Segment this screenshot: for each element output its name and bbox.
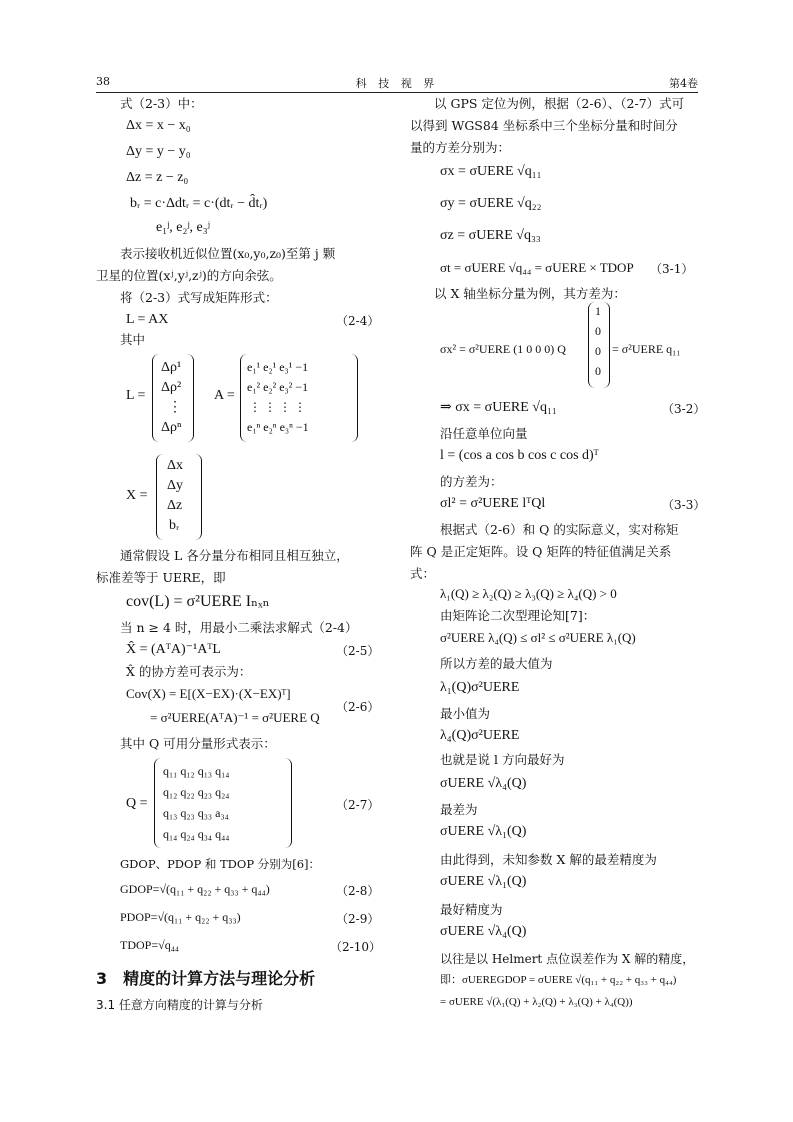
text-line: 以往是以 Helmert 点位误差作为 X 解的精度， — [440, 952, 695, 966]
equation-2-4: L = AX — [126, 312, 169, 327]
matrix-label-X: X = — [126, 488, 148, 503]
text-line: 其中 — [120, 332, 146, 347]
equation-2-6a: Cov(X) = E[(X−EX)·(X−EX)ᵀ] — [126, 686, 291, 701]
text-line: X̂ 的协方差可表示为： — [126, 664, 252, 679]
text-line: 其中 Q 可用分量形式表示： — [120, 736, 276, 751]
text-line: 以得到 WGS84 坐标系中三个坐标分量和时间分 — [410, 118, 678, 133]
matrix-cell: ⋮ — [168, 400, 182, 415]
equation: σz = σUERE √q₃₃ — [440, 228, 541, 243]
equation: bᵣ = c·Δdtᵣ = c·(dtᵣ − d̂tᵣ) — [130, 196, 268, 211]
equation: σUERE √λ₄(Q) — [440, 924, 527, 939]
equation-number: （3-2） — [662, 402, 706, 416]
text-line: 由此得到，未知参数 X 解的最差精度为 — [440, 852, 657, 867]
text-line: 以 X 轴坐标分量为例，其方差为： — [434, 286, 626, 301]
equation-number: （3-3） — [662, 498, 706, 512]
equation-cov: cov(L) = σ²UERE Iₙₓₙ — [126, 593, 270, 610]
text-line: 最好精度为 — [440, 902, 503, 917]
equation-2-10: TDOP=√q₄₄ — [120, 938, 180, 952]
matrix-row: q₁₁ q₁₂ q₁₃ q₁₄ — [163, 764, 230, 778]
text-line: 量的方差分别为： — [410, 140, 511, 155]
matrix-row: q₁₃ q₂₃ q₃₃ a₃₄ — [163, 806, 229, 820]
text-line: GDOP、PDOP 和 TDOP 分别为[6]： — [120, 857, 321, 871]
matrix-label-Q: Q = — [126, 796, 148, 811]
equation: e₁ʲ, e₂ʲ, e₃ʲ — [156, 220, 210, 235]
equation-2-9: PDOP=√(q₁₁ + q₂₂ + q₃₃) — [120, 910, 241, 924]
equation-variance-x: σx² = σ²UERE (1 0 0 0) Q — [440, 342, 566, 356]
matrix-cell: Δρ² — [161, 380, 182, 395]
matrix-row: e₁² e₂² e₃² −1 — [247, 380, 309, 394]
section-heading: 3 精度的计算方法与理论分析 — [96, 969, 316, 988]
vector-cell: 1 — [595, 304, 601, 318]
equation-eigenvalues: λ₁(Q) ≥ λ₂(Q) ≥ λ₃(Q) ≥ λ₄(Q) > 0 — [440, 586, 617, 601]
equation-helmert-eigen: = σUERE √(λ₁(Q) + λ₂(Q) + λ₃(Q) + λ₄(Q)) — [440, 996, 633, 1008]
equation-2-6b: = σ²UERE(AᵀA)⁻¹ = σ²UERE Q — [150, 710, 320, 725]
matrix-row: e₁¹ e₂¹ e₃¹ −1 — [247, 360, 309, 374]
matrix-row: e₁ⁿ e₂ⁿ e₃ⁿ −1 — [247, 420, 309, 434]
vector-cell: 0 — [595, 344, 601, 358]
vector-cell: 0 — [595, 364, 601, 378]
running-header — [96, 72, 698, 93]
equation-number: （2-7） — [336, 798, 380, 812]
equation: Δx = x − x₀ — [126, 118, 191, 133]
text-line: 通常假设 L 各分量分布相同且相互独立， — [120, 548, 349, 563]
equation: σUERE √λ₄(Q) — [440, 776, 527, 791]
text-line: 表示接收机近似位置(x₀,y₀,z₀)至第 j 颗 — [120, 246, 336, 261]
equation: Δy = y − y₀ — [126, 144, 191, 159]
equation: σy = σUERE √q₂₂ — [440, 196, 542, 211]
volume-label: 第4卷 — [669, 77, 698, 90]
equation: σUERE √λ₁(Q) — [440, 824, 527, 839]
vector-cell: 0 — [595, 324, 601, 338]
equation: σx = σUERE √q₁₁ — [440, 164, 542, 179]
equation-number: （2-10） — [330, 940, 381, 954]
text-line: 由矩阵论二次型理论知[7]： — [440, 608, 596, 623]
equation-helmert: 即：σUEREGDOP = σUERE √(q₁₁ + q₂₂ + q₃₃ + q₄₄) — [440, 974, 677, 986]
matrix-cell: Δρⁿ — [161, 420, 182, 435]
equation-3-1: σt = σUERE √q₄₄ = σUERE × TDOP — [440, 260, 634, 275]
equation-number: （2-9） — [336, 912, 380, 926]
matrix-cell: Δρ¹ — [161, 360, 182, 375]
matrix-A — [240, 354, 358, 442]
text-line: 式： — [410, 566, 436, 581]
equation-number: （3-1） — [650, 262, 694, 276]
equation: σUERE √λ₁(Q) — [440, 874, 527, 889]
text-line: 所以方差的最大值为 — [440, 656, 553, 671]
text-line: 也就是说 l 方向最好为 — [440, 752, 565, 767]
matrix-label-L: L = — [126, 388, 146, 403]
equation-3-2: ⇒ σx = σUERE √q₁₁ — [440, 400, 557, 415]
text-line: 最差为 — [440, 802, 478, 817]
matrix-row: q₁₄ q₂₄ q₃₄ q₄₄ — [163, 827, 230, 841]
text-line: 将（2-3）式写成矩阵形式： — [120, 290, 278, 305]
matrix-label-A: A = — [214, 388, 235, 403]
equation-3-3: σl² = σ²UERE lᵀQl — [440, 496, 546, 511]
equation: λ₄(Q)σ²UERE — [440, 728, 520, 743]
text-line: 以 GPS 定位为例，根据（2-6）、（2-7）式可 — [434, 96, 685, 111]
text-line: 根据式（2-6）和 Q 的实际意义，实对称矩 — [440, 522, 679, 537]
journal-name: 科 技 视 界 — [355, 77, 439, 90]
equation-number: （2-6） — [336, 700, 380, 714]
matrix-L — [152, 354, 194, 442]
matrix-X — [156, 454, 202, 540]
equation-l-vector: l = (cos a cos b cos c cos d)ᵀ — [440, 448, 599, 463]
matrix-cell: bᵣ — [169, 518, 180, 533]
text-line: 沿任意单位向量 — [440, 426, 528, 441]
equation: Δz = z − z₀ — [126, 170, 189, 185]
text-line: 卫星的位置(xʲ,yʲ,zʲ)的方向余弦。 — [96, 268, 282, 283]
matrix-Q — [154, 758, 292, 848]
equation-2-5: X̂ = (AᵀA)⁻¹AᵀL — [126, 642, 221, 657]
text-line: 式（2-3）中： — [120, 96, 203, 111]
equation-number: （2-4） — [336, 314, 380, 328]
text-line: 阵 Q 是正定矩阵。设 Q 矩阵的特征值满足关系 — [410, 544, 672, 559]
matrix-cell: Δz — [167, 498, 183, 513]
text-line: 的方差为： — [440, 474, 503, 489]
matrix-cell: Δx — [167, 458, 184, 473]
equation: λ₁(Q)σ²UERE — [440, 680, 520, 695]
equation-variance-x-result: = σ²UERE q₁₁ — [612, 342, 681, 356]
matrix-row: q₁₂ q₂₂ q₂₃ q₂₄ — [163, 785, 230, 799]
unit-vector — [588, 302, 610, 388]
page-number: 38 — [96, 75, 110, 88]
text-line: 最小值为 — [440, 706, 491, 721]
equation-number: （2-8） — [336, 884, 380, 898]
equation-number: （2-5） — [336, 644, 380, 658]
text-line: 标准差等于 UERE，即 — [96, 570, 226, 585]
text-line: 当 n ≥ 4 时，用最小二乘法求解式（2-4） — [120, 620, 358, 635]
equation-inequality: σ²UERE λ₄(Q) ≤ σl² ≤ σ²UERE λ₁(Q) — [440, 630, 636, 645]
equation-2-8: GDOP=√(q₁₁ + q₂₂ + q₃₃ + q₄₄) — [120, 882, 270, 896]
subsection-heading: 3.1 任意方向精度的计算与分析 — [96, 998, 263, 1012]
matrix-cell: Δy — [167, 478, 184, 493]
matrix-row: ⋮ ⋮ ⋮ ⋮ — [249, 400, 306, 414]
